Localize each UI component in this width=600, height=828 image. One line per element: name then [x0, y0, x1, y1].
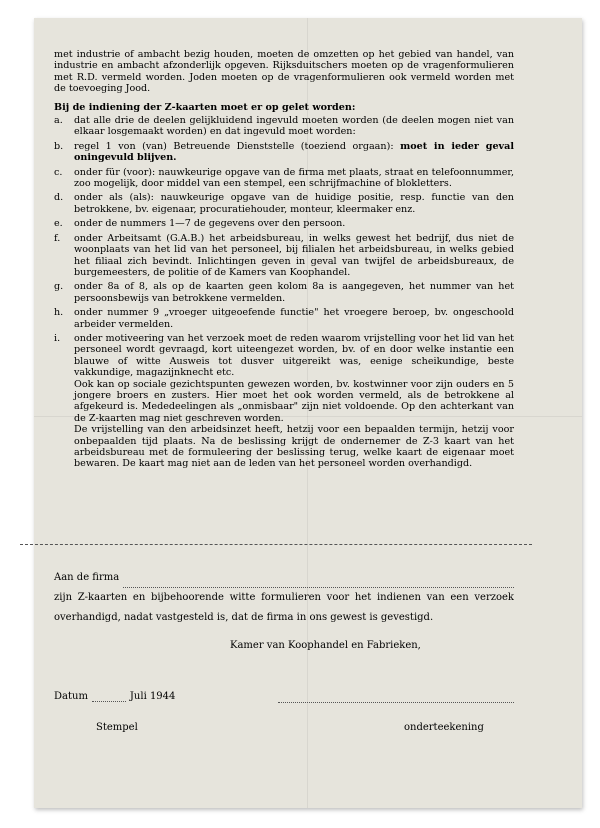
- datum-day-dotted-field[interactable]: [92, 690, 126, 702]
- item-text: onder Arbeitsamt (G.A.B.) het arbeidsbureau, in welks gewest het bedrijf, dus niet de woonplaats van het lid van het personeel, bij filialen het arbeidsbureau, in welks gebied het filiaal zich bevindt. Inlichtingen geven in geval van twijfel de arbeidsbureaux, de burgemeesters, de politie of de Kamers van Koophandel.: [74, 232, 514, 278]
- aan-de-firma-label: Aan de firma: [54, 572, 120, 583]
- tear-off-dashed-line: [20, 544, 532, 545]
- item-letter: g.: [54, 281, 64, 293]
- item-letter: f.: [54, 232, 61, 244]
- item-text-bold: moet in ieder geval oningevuld blijven.: [74, 140, 514, 164]
- firma-line: [54, 568, 514, 588]
- list-item-b: [54, 141, 514, 164]
- item-text: onder nummer 9 „vroeger uitgeoefende functie" het vroegere beroep, bv. ongeschoold arbeider vermelden.: [74, 307, 514, 330]
- instructions-body: [54, 49, 514, 473]
- list-item-c: [54, 167, 514, 190]
- item-letter: e.: [54, 218, 63, 230]
- datum-value: Juli 1944: [129, 691, 176, 702]
- chamber-of-commerce-label: Kamer van Koophandel en Fabrieken,: [230, 640, 421, 651]
- item-letter: d.: [54, 192, 64, 204]
- stempel-label: Stempel: [96, 722, 138, 733]
- item-text: [74, 141, 514, 164]
- item-i-paragraph-2: Ook kan op sociale gezichtspunten gewezen worden, bv. kostwinner voor zijn ouders en 5 jongere broers en zusters. Hier moet het ook worden vermeld, als de betrokkene al afgekeurd is. Mededeelingen als „onmisbaar" zijn niet voldoende. Op den achterkant van de Z-kaarten mag niet geschreven worden.: [74, 378, 514, 424]
- item-letter: c.: [54, 166, 63, 178]
- item-text: onder als (als): nauwkeurige opgave van de huidige positie, resp. functie van den betrokkene, bv. eigenaar, procuratiehouder, monteur, kleermaker enz.: [74, 192, 514, 215]
- onderteekening-label: onderteekening: [404, 722, 484, 733]
- item-text: onder 8a of 8, als op de kaarten geen kolom 8a is aangegeven, het nummer van het persoonsbewijs van betrokkene vermelden.: [74, 281, 514, 304]
- datum-label: Datum: [54, 691, 88, 702]
- item-i-paragraph-1: onder motiveering van het verzoek moet de reden waarom vrijstelling voor het lid van het personeel wordt gevraagd, kort uiteengezet worden, bv. of en door welke instantie een blauwe of witte Ausweis tot dusver uitgereikt was, eenige scheikundige, beste vakkundige, magazijnknecht etc.: [74, 332, 514, 379]
- list-item-a: [54, 115, 514, 138]
- item-text: onder de nummers 1—7 de gegevens over den persoon.: [74, 218, 346, 230]
- item-text: dat alle drie de deelen gelijkluidend ingevuld moeten worden (de deelen mogen niet van elkaar losgemaakt worden) en dat ingevuld moet worden:: [74, 115, 514, 138]
- item-letter: h.: [54, 307, 64, 319]
- item-letter: a.: [54, 115, 63, 127]
- confirmation-form: [54, 568, 514, 628]
- datum-line: [54, 690, 175, 702]
- item-text: onder für (voor): nauwkeurige opgave van de firma met plaats, straat en telefoonnummer, zoo mogelijk, door middel van een stempel, een schrijfmachine of blokletters.: [74, 166, 514, 190]
- intro-paragraph: met industrie of ambacht bezig houden, moeten de omzetten op het gebied van handel, van industrie en ambacht afzonderlijk opgeven. Rijksduitschers moeten op de vragenformulieren met R.D. vermeld worden. Joden moeten op de vragenformulieren ook vermeld worden met de toevoeging Jood.: [54, 49, 514, 95]
- list-item-d: [54, 192, 514, 215]
- list-item-f: [54, 233, 514, 279]
- item-i-paragraph-3: De vrijstelling van den arbeidsinzet heeft, hetzij voor een bepaalden termijn, hetzij voor onbepaalden tijd plaats. Na de beslissing krijgt de ondernemer de Z-3 kaart van het arbeidsbureau met de formuleering der beslissing terug, welke kaart de eigenaar moet bewaren. De kaart mag niet aan de leden van het personeel worden overhandigd.: [74, 424, 514, 470]
- form-body-text: zijn Z-kaarten en bijbehoorende witte formulieren voor het indienen van een verzoek overhandigd, nadat vastgesteld is, dat de firma in ons gewest is gevestigd.: [54, 592, 514, 623]
- item-text-plain: regel 1 von (van) Betreuende Dienststelle (toeziend orgaan):: [74, 140, 401, 152]
- list-item-e: [54, 218, 514, 229]
- list-item-i: [54, 333, 514, 470]
- list-item-h: [54, 307, 514, 330]
- item-letter: b.: [54, 140, 64, 152]
- instructions-heading: Bij de indiening der Z-kaarten moet er op gelet worden:: [54, 101, 356, 113]
- list-item-g: [54, 281, 514, 304]
- firma-dotted-field[interactable]: [123, 573, 514, 588]
- item-letter: i.: [54, 332, 61, 344]
- item-text: [74, 333, 514, 470]
- signature-dotted-field[interactable]: [278, 702, 514, 703]
